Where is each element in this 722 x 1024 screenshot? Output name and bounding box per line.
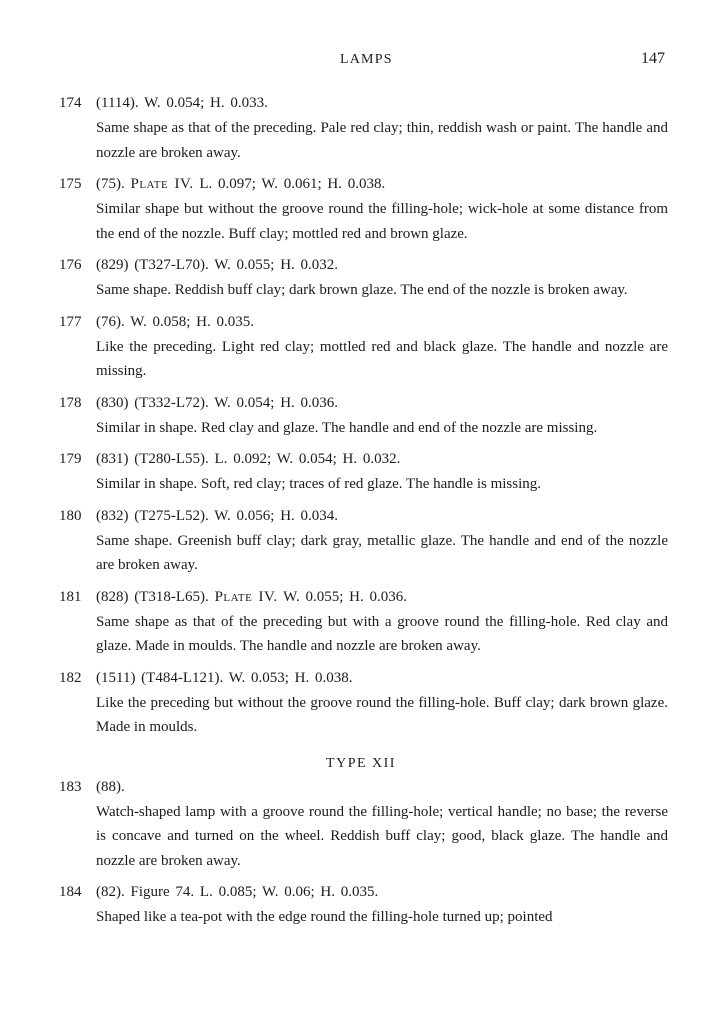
entry-description: Same shape as that of the preceding. Pale red clay; thin, reddish wash or paint. The handle and nozzle are broken away.	[96, 120, 668, 161]
entry-number: 181	[59, 588, 82, 605]
entry-reference-id: (828) (T318-L65).	[96, 588, 209, 605]
entry-reference: (1114). W. 0.054; H. 0.033.	[96, 95, 268, 111]
entry-reference: (831) (T280-L55). L. 0.092; W. 0.054; H. 0.032.	[96, 451, 401, 467]
entry-number: 182	[59, 669, 82, 686]
entry-181	[0, 584, 722, 659]
entry-reference: (82). Figure 74. L. 0.085; W. 0.06; H. 0.035.	[96, 884, 379, 900]
entry-177	[0, 309, 722, 384]
entry-description: Watch-shaped lamp with a groove round the filling-hole; vertical handle; no base; the reverse is concave and turned on the wheel. Reddish buff clay; good, black glaze. The handle and nozzle are broken away.	[96, 803, 668, 869]
catalogue-entries	[0, 90, 722, 930]
entry-174	[0, 90, 722, 165]
entry-number: 184	[59, 884, 82, 900]
entry-description: Same shape. Greenish buff clay; dark gray, metallic glaze. The handle and end of the nozzle are broken away.	[96, 532, 668, 573]
entry-reference	[96, 584, 407, 610]
entry-reference: (88).	[96, 778, 125, 795]
entry-182	[0, 665, 722, 740]
entry-description: Similar in shape. Soft, red clay; traces of red glaze. The handle is missing.	[96, 476, 542, 492]
entry-description: Similar shape but without the groove round the filling-hole; wick-hole at some distance from the end of the nozzle. Buff clay; mottled red and brown glaze.	[96, 201, 668, 242]
plate-reference: Plate IV.	[130, 176, 194, 192]
entry-reference: (832) (T275-L52). W. 0.056; H. 0.034.	[96, 507, 339, 524]
entry-184	[0, 879, 722, 930]
entry-dimensions: W. 0.055; H. 0.036.	[283, 588, 407, 605]
entry-number: 180	[59, 507, 82, 524]
entry-description: Like the preceding but without the groove round the filling-hole. Buff clay; dark brown glaze. Made in moulds.	[96, 694, 668, 735]
entry-number: 176	[59, 257, 82, 273]
entry-number: 175	[59, 176, 82, 192]
running-head	[0, 52, 722, 72]
entry-number: 179	[59, 451, 82, 467]
entry-number: 177	[59, 313, 82, 330]
entry-description: Same shape as that of the preceding but with a groove round the filling-hole. Red clay and glaze. Made in moulds. The handle and nozzle are broken away.	[96, 613, 668, 654]
entry-reference	[96, 171, 385, 197]
entry-description: Shaped like a tea-pot with the edge round the filling-hole turned up; pointed	[96, 909, 553, 925]
entry-description: Same shape. Reddish buff clay; dark brown glaze. The end of the nozzle is broken away.	[96, 282, 628, 298]
entry-183	[0, 774, 722, 874]
entry-number: 178	[59, 394, 82, 411]
entry-number: 183	[59, 778, 82, 795]
entry-reference: (829) (T327-L70). W. 0.055; H. 0.032.	[96, 257, 339, 273]
entry-description: Similar in shape. Red clay and glaze. The handle and end of the nozzle are missing.	[96, 419, 598, 436]
plate-reference: Plate IV.	[214, 588, 278, 605]
entry-reference: (830) (T332-L72). W. 0.054; H. 0.036.	[96, 394, 339, 411]
entry-dimensions: L. 0.097; W. 0.061; H. 0.038.	[199, 176, 386, 192]
entry-reference-id: (75).	[96, 176, 125, 192]
entry-reference: (76). W. 0.058; H. 0.035.	[96, 313, 254, 330]
section-heading: TYPE XII	[326, 755, 396, 771]
entry-178	[0, 390, 722, 441]
entry-179	[0, 446, 722, 497]
entry-175	[0, 171, 722, 246]
entry-number: 174	[59, 95, 82, 111]
page-number: 147	[641, 50, 665, 67]
page-title: LAMPS	[340, 52, 393, 67]
entry-description: Like the preceding. Light red clay; mottled red and black glaze. The handle and nozzle are missing.	[96, 338, 668, 379]
entry-reference: (1511) (T484-L121). W. 0.053; H. 0.038.	[96, 669, 353, 686]
entry-180	[0, 503, 722, 578]
entry-176	[0, 252, 722, 303]
